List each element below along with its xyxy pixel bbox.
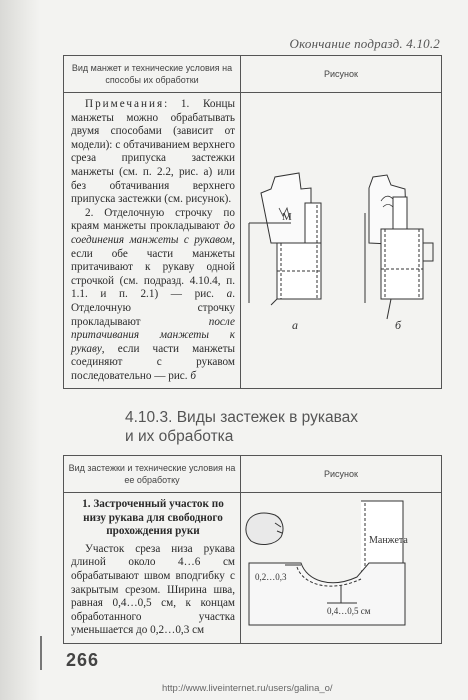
closure-table-col2-header: Рисунок	[241, 456, 442, 493]
closure-subhead: 1. Застроченный участок по низу рукава для свободного прохождения руки	[82, 498, 224, 538]
dim-bottom-label: 0,4…0,5 см	[327, 606, 371, 616]
figure-m-letter: М	[282, 211, 292, 223]
cuff-figure-cell	[241, 93, 442, 389]
cuff-table-text-cell	[64, 93, 241, 389]
note-2-a: 2. Отделочную строчку по краям манжеты прокладывают	[71, 206, 235, 233]
cuff-table	[63, 55, 442, 389]
page-number-rule	[40, 636, 42, 670]
closure-figure	[241, 493, 442, 635]
cuff-a-upper	[305, 203, 321, 245]
running-head: Окончание подразд. 4.10.2	[289, 36, 440, 51]
note-2-b: до соединения манжеты с рукавом	[71, 220, 235, 246]
note-label: Примечания	[85, 98, 165, 110]
note-2-e: . Отделочную строчку прокладывают	[71, 288, 235, 328]
note-2-c: , если обе части манжеты притачивают к рукаву одной строчкой (см. подразд. 4.10.4, п. 1.1. и п. 2.1) — рис.	[71, 233, 235, 301]
sleeve-roll-detail	[246, 513, 283, 544]
dim-left-label: 0,2…0,3	[255, 572, 287, 582]
watermark-url: http://www.liveinternet.ru/users/galina_o/	[162, 683, 333, 694]
note-2-h: б	[190, 369, 197, 382]
closure-description	[64, 493, 240, 643]
closure-table-text-cell	[64, 493, 241, 644]
section-heading-line2: и их обработка	[125, 428, 234, 445]
figure-label-a: а	[292, 318, 298, 332]
cuff-table-col1-header: Вид манжет и технические условия на способы их обработки	[64, 56, 241, 93]
cuff-b	[381, 229, 423, 299]
cuff-label: Манжета	[369, 535, 408, 546]
section-heading	[125, 408, 358, 446]
closure-table-col1-header: Вид застежки и технические условия на ее обработку	[64, 456, 241, 493]
page-number: 266	[66, 650, 100, 670]
closure-table	[63, 455, 442, 644]
figure-label-b: б	[395, 318, 402, 332]
note-1: : 1. Концы манжеты можно обрабатывать двумя способами (зависит от модели): с обтачиванием верхнего среза припуска застежки манжеты (см. п. 2.2, рис. а) или без обтачивания верхнего припуска застежки (см. рисунок).	[71, 98, 235, 206]
closure-body: Участок среза низа рукава длиной около 4…6 см обрабатывают швом вподгибку с закрытым срезом. Ширина шва, равная 0,4…0,5 см, к концам обработанного участка уменьшается до 0,2…0,3 см	[71, 542, 235, 637]
section-heading-line1: 4.10.3. Виды застежек в рукавах	[125, 409, 359, 426]
book-binding-shadow	[0, 0, 40, 700]
note-2-f: после притачивания манжеты к рукаву	[71, 315, 235, 355]
cuff-notes	[64, 93, 240, 388]
cuff-table-col2-header: Рисунок	[241, 56, 442, 93]
closure-figure-cell	[241, 493, 442, 644]
note-2-g: , если части манжеты соединяют с рукавом последовательно — рис.	[71, 342, 235, 382]
cuff-b-upper	[393, 197, 407, 229]
sleeve-a	[261, 173, 311, 243]
note-2-d: а	[226, 288, 233, 301]
cuff-figure	[241, 93, 442, 364]
